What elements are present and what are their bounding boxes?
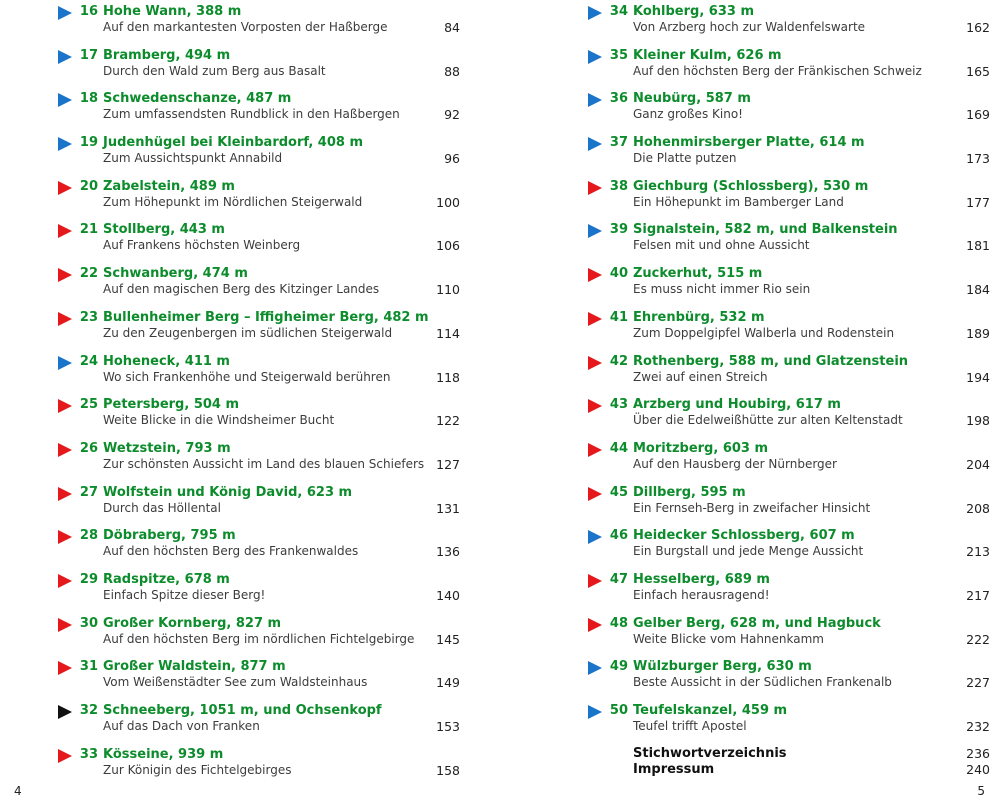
- entry-subtitle: Wo sich Frankenhöhe und Steigerwald berühren: [103, 369, 391, 384]
- route-marker-triangle-icon: [58, 530, 72, 544]
- route-marker-triangle-icon: [588, 312, 602, 326]
- entry-subtitle: Zum Doppelgipfel Walberla und Rodenstein: [633, 325, 895, 340]
- entry-subtitle: Zur schönsten Aussicht im Land des blauen Schiefers: [103, 456, 425, 471]
- page-number-right: 5: [977, 784, 985, 798]
- entry-title: Großer Kornberg, 827 m: [103, 615, 282, 631]
- entry-number: 17: [79, 47, 98, 63]
- entry-title: Döbraberg, 795 m: [103, 528, 236, 544]
- entry-subtitle: Auf den markantesten Vorposten der Haßberge: [103, 20, 388, 34]
- route-marker-triangle-icon: [588, 618, 602, 632]
- toc-entry[interactable]: [58, 265, 460, 309]
- toc-entry[interactable]: [58, 571, 460, 615]
- entry-title: Stollberg, 443 m: [103, 222, 225, 238]
- entry-subtitle: Zum umfassendsten Rundblick in den Haßbergen: [103, 107, 400, 122]
- entry-number: 33: [79, 746, 98, 762]
- route-marker-triangle-icon: [588, 356, 602, 370]
- entry-number: 19: [79, 135, 98, 151]
- route-marker-triangle-icon: [588, 487, 602, 501]
- appendix-page-number: 240: [966, 761, 990, 777]
- entry-page-number: 177: [966, 194, 990, 210]
- toc-right-column: [588, 3, 990, 778]
- entry-page-number: 217: [966, 587, 990, 603]
- route-marker-triangle-icon: [58, 181, 72, 195]
- entry-subtitle: Zum Höhepunkt im Nördlichen Steigerwald: [103, 194, 363, 209]
- toc-entry[interactable]: [58, 440, 460, 484]
- entry-title: Arzberg und Houbirg, 617 m: [633, 397, 841, 413]
- toc-entry[interactable]: [588, 353, 990, 397]
- entry-page-number: 106: [436, 238, 460, 254]
- toc-entry[interactable]: [588, 658, 990, 702]
- route-marker-triangle-icon: [588, 661, 602, 675]
- route-marker-triangle-icon: [58, 705, 72, 719]
- toc-entry[interactable]: [58, 615, 460, 659]
- entry-page-number: 96: [444, 151, 460, 167]
- route-marker-triangle-icon: [588, 443, 602, 457]
- entry-page-number: 198: [966, 413, 990, 429]
- entry-page-number: 208: [966, 500, 990, 516]
- entry-subtitle: Weite Blicke in die Windsheimer Bucht: [103, 413, 335, 428]
- route-marker-triangle-icon: [588, 268, 602, 282]
- entry-page-number: 232: [966, 719, 990, 734]
- entry-subtitle: Beste Aussicht in der Südlichen Frankenalb: [633, 675, 892, 690]
- toc-entry[interactable]: [58, 396, 460, 440]
- route-marker-triangle-icon: [58, 574, 72, 588]
- entry-title: Heidecker Schlossberg, 607 m: [633, 528, 855, 544]
- route-marker-triangle-icon: [58, 618, 72, 632]
- entry-page-number: 194: [966, 369, 990, 385]
- route-marker-triangle-icon: [58, 443, 72, 457]
- entry-number: 43: [609, 397, 628, 413]
- toc-entry[interactable]: [58, 221, 460, 265]
- entry-page-number: 122: [436, 413, 460, 429]
- route-marker-triangle-icon: [58, 399, 72, 413]
- entry-page-number: 222: [966, 631, 990, 647]
- toc-entry[interactable]: [58, 702, 460, 746]
- entry-page-number: 158: [436, 762, 460, 778]
- toc-entry[interactable]: [58, 134, 460, 178]
- entry-page-number: 173: [966, 151, 990, 167]
- entry-page-number: 169: [966, 107, 990, 123]
- appendix-label: Stichwortverzeichnis: [633, 745, 787, 761]
- entry-number: 27: [79, 484, 98, 500]
- route-marker-triangle-icon: [58, 312, 72, 326]
- entry-number: 45: [609, 484, 628, 500]
- entry-subtitle: Ein Burgstall und jede Menge Aussicht: [633, 544, 864, 559]
- entry-title: Radspitze, 678 m: [103, 571, 230, 587]
- entry-title: Hohe Wann, 388 m: [103, 4, 242, 19]
- toc-entry[interactable]: [58, 47, 460, 91]
- toc-entry[interactable]: [588, 527, 990, 571]
- route-marker-triangle-icon: [588, 93, 602, 107]
- route-marker-triangle-icon: [58, 487, 72, 501]
- route-marker-triangle-icon: [58, 50, 72, 64]
- toc-entry[interactable]: [58, 90, 460, 134]
- entry-title: Hohenmirsberger Platte, 614 m: [633, 135, 865, 151]
- entry-page-number: 145: [436, 631, 460, 647]
- entry-subtitle: Auf den höchsten Berg der Fränkischen Schweiz: [633, 63, 922, 78]
- entry-subtitle: Durch den Wald zum Berg aus Basalt: [103, 63, 326, 78]
- route-marker-triangle-icon: [58, 661, 72, 675]
- entry-number: 30: [79, 615, 98, 631]
- entry-title: Wolfstein und König David, 623 m: [103, 484, 353, 500]
- entry-number: 39: [609, 222, 628, 238]
- route-marker-triangle-icon: [588, 705, 602, 719]
- entry-number: 28: [79, 528, 98, 544]
- entry-number: 32: [79, 703, 98, 718]
- route-marker-triangle-icon: [58, 268, 72, 282]
- entry-title: Bullenheimer Berg – Iffigheimer Berg, 482 m: [103, 309, 429, 325]
- entry-number: 23: [79, 309, 98, 325]
- entry-title: Rothenberg, 588 m, und Glatzenstein: [633, 353, 909, 369]
- entry-number: 50: [609, 703, 628, 718]
- entry-page-number: 184: [966, 282, 990, 298]
- entry-number: 44: [609, 440, 628, 456]
- entry-page-number: 88: [444, 63, 460, 79]
- entry-title: Wülzburger Berg, 630 m: [633, 659, 812, 675]
- route-marker-triangle-icon: [588, 399, 602, 413]
- route-marker-triangle-icon: [588, 574, 602, 588]
- entry-page-number: 165: [966, 63, 990, 79]
- entry-subtitle: Zur Königin des Fichtelgebirges: [103, 762, 292, 777]
- toc-entry[interactable]: [58, 527, 460, 571]
- toc-entry[interactable]: [588, 221, 990, 265]
- toc-entry[interactable]: [588, 615, 990, 659]
- entry-subtitle: Durch das Höllental: [103, 500, 221, 515]
- toc-entry[interactable]: [58, 658, 460, 702]
- entry-title: Kösseine, 939 m: [103, 746, 224, 762]
- entry-title: Giechburg (Schlossberg), 530 m: [633, 178, 869, 194]
- toc-entry[interactable]: [588, 309, 990, 353]
- entry-subtitle: Zu den Zeugenbergen im südlichen Steigerwald: [103, 325, 393, 340]
- entry-subtitle: Zwei auf einen Streich: [633, 369, 768, 384]
- appendix-label: Impressum: [633, 761, 715, 777]
- entry-page-number: 153: [436, 719, 460, 734]
- toc-entry[interactable]: [588, 47, 990, 91]
- appendix-entry[interactable]: [588, 762, 990, 778]
- entry-subtitle: Teufel trifft Apostel: [633, 719, 747, 733]
- route-marker-triangle-icon: [588, 530, 602, 544]
- entry-title: Dillberg, 595 m: [633, 484, 746, 500]
- entry-title: Teufelskanzel, 459 m: [633, 703, 788, 718]
- entry-title: Signalstein, 582 m, und Balkenstein: [633, 222, 898, 238]
- toc-entry[interactable]: [58, 309, 460, 353]
- toc-entry[interactable]: [588, 3, 990, 47]
- entry-subtitle: Von Arzberg hoch zur Waldenfelswarte: [633, 20, 866, 34]
- entry-number: 48: [609, 615, 628, 631]
- toc-left-column: [58, 3, 460, 789]
- entry-number: 26: [79, 440, 98, 456]
- entry-number: 20: [79, 178, 98, 194]
- entry-subtitle: Einfach herausragend!: [633, 587, 770, 602]
- route-marker-triangle-icon: [58, 6, 72, 20]
- entry-subtitle: Auf Frankens höchsten Weinberg: [103, 238, 301, 253]
- entry-subtitle: Auf das Dach von Franken: [103, 719, 260, 733]
- entry-number: 46: [609, 528, 628, 544]
- toc-entry[interactable]: [588, 178, 990, 222]
- entry-number: 40: [609, 266, 628, 282]
- route-marker-triangle-icon: [588, 137, 602, 151]
- toc-entry[interactable]: [588, 396, 990, 440]
- entry-page-number: 227: [966, 675, 990, 691]
- toc-entry[interactable]: [58, 178, 460, 222]
- entry-number: 31: [79, 659, 98, 675]
- entry-page-number: 140: [436, 587, 460, 603]
- entry-page-number: 100: [436, 194, 460, 210]
- entry-number: 24: [79, 353, 98, 369]
- entry-subtitle: Vom Weißenstädter See zum Waldsteinhaus: [103, 675, 368, 690]
- entry-subtitle: Felsen mit und ohne Aussicht: [633, 238, 810, 253]
- entry-number: 42: [609, 353, 628, 369]
- entry-number: 37: [609, 135, 628, 151]
- entry-subtitle: Ein Höhepunkt im Bamberger Land: [633, 194, 844, 209]
- entry-number: 16: [79, 4, 98, 19]
- entry-title: Hoheneck, 411 m: [103, 353, 230, 369]
- entry-page-number: 213: [966, 544, 990, 560]
- entry-page-number: 136: [436, 544, 460, 560]
- entry-number: 49: [609, 659, 628, 675]
- entry-number: 25: [79, 397, 98, 413]
- entry-subtitle: Auf den höchsten Berg des Frankenwaldes: [103, 544, 359, 559]
- entry-subtitle: Einfach Spitze dieser Berg!: [103, 587, 266, 602]
- route-marker-triangle-icon: [58, 749, 72, 763]
- entry-page-number: 149: [436, 675, 460, 691]
- entry-number: 29: [79, 571, 98, 587]
- route-marker-triangle-icon: [58, 356, 72, 370]
- entry-page-number: 110: [436, 282, 460, 298]
- entry-title: Kleiner Kulm, 626 m: [633, 47, 782, 63]
- entry-title: Hesselberg, 689 m: [633, 571, 770, 587]
- appendix-entry[interactable]: [588, 746, 990, 762]
- route-marker-triangle-icon: [588, 50, 602, 64]
- entry-number: 21: [79, 222, 98, 238]
- route-marker-triangle-icon: [58, 224, 72, 238]
- entry-title: Schwanberg, 474 m: [103, 266, 248, 282]
- entry-title: Zabelstein, 489 m: [103, 178, 235, 194]
- entry-number: 36: [609, 91, 628, 107]
- entry-subtitle: Es muss nicht immer Rio sein: [633, 282, 811, 297]
- entry-page-number: 127: [436, 456, 460, 472]
- toc-entry[interactable]: [58, 353, 460, 397]
- appendix-page-number: 236: [966, 745, 990, 761]
- entry-number: 38: [609, 178, 628, 194]
- entry-number: 41: [609, 309, 628, 325]
- entry-page-number: 162: [966, 20, 990, 35]
- toc-entry[interactable]: [588, 440, 990, 484]
- entry-subtitle: Weite Blicke vom Hahnenkamm: [633, 631, 824, 646]
- entry-page-number: 84: [444, 20, 460, 35]
- entry-subtitle: Die Platte putzen: [633, 151, 737, 166]
- entry-subtitle: Über die Edelweißhütte zur alten Keltenstadt: [633, 413, 903, 428]
- entry-title: Großer Waldstein, 877 m: [103, 659, 286, 675]
- route-marker-triangle-icon: [588, 224, 602, 238]
- entry-subtitle: Auf den Hausberg der Nürnberger: [633, 456, 837, 471]
- entry-title: Schwedenschanze, 487 m: [103, 91, 292, 107]
- toc-entry[interactable]: [588, 134, 990, 178]
- toc-entry[interactable]: [588, 90, 990, 134]
- entry-subtitle: Auf den magischen Berg des Kitzinger Landes: [103, 282, 380, 297]
- entry-number: 18: [79, 91, 98, 107]
- page-number-left: 4: [14, 784, 22, 798]
- entry-number: 22: [79, 266, 98, 282]
- entry-page-number: 131: [436, 500, 460, 516]
- entry-subtitle: Zum Aussichtspunkt Annabild: [103, 151, 283, 166]
- route-marker-triangle-icon: [588, 6, 602, 20]
- entry-subtitle: Ein Fernseh-Berg in zweifacher Hinsicht: [633, 500, 871, 515]
- entry-page-number: 181: [966, 238, 990, 254]
- entry-title: Moritzberg, 603 m: [633, 440, 769, 456]
- route-marker-triangle-icon: [588, 181, 602, 195]
- entry-page-number: 204: [966, 456, 990, 472]
- entry-title: Bramberg, 494 m: [103, 47, 231, 63]
- toc-entry[interactable]: [58, 484, 460, 528]
- entry-number: 35: [609, 47, 628, 63]
- entry-page-number: 92: [444, 107, 460, 123]
- toc-entry[interactable]: [58, 3, 460, 47]
- entry-title: Schneeberg, 1051 m, und Ochsenkopf: [103, 703, 382, 718]
- entry-subtitle: Auf den höchsten Berg im nördlichen Fichtelgebirge: [103, 631, 415, 646]
- entry-title: Ehrenbürg, 532 m: [633, 309, 765, 325]
- entry-page-number: 189: [966, 325, 990, 341]
- entry-title: Judenhügel bei Kleinbardorf, 408 m: [103, 135, 363, 151]
- entry-title: Wetzstein, 793 m: [103, 440, 231, 456]
- entry-number: 47: [609, 571, 628, 587]
- entry-title: Kohlberg, 633 m: [633, 4, 754, 19]
- entry-title: Neubürg, 587 m: [633, 91, 751, 107]
- toc-entry[interactable]: [588, 265, 990, 309]
- entry-title: Petersberg, 504 m: [103, 397, 240, 413]
- entry-title: Gelber Berg, 628 m, und Hagbuck: [633, 615, 881, 631]
- toc-entry[interactable]: [588, 702, 990, 746]
- route-marker-triangle-icon: [58, 137, 72, 151]
- toc-entry[interactable]: [58, 746, 460, 790]
- entry-title: Zuckerhut, 515 m: [633, 266, 763, 282]
- entry-page-number: 118: [436, 369, 460, 385]
- toc-entry[interactable]: [588, 571, 990, 615]
- entry-subtitle: Ganz großes Kino!: [633, 107, 743, 122]
- toc-entry[interactable]: [588, 484, 990, 528]
- entry-number: 34: [609, 4, 628, 19]
- entry-page-number: 114: [436, 325, 460, 341]
- route-marker-triangle-icon: [58, 93, 72, 107]
